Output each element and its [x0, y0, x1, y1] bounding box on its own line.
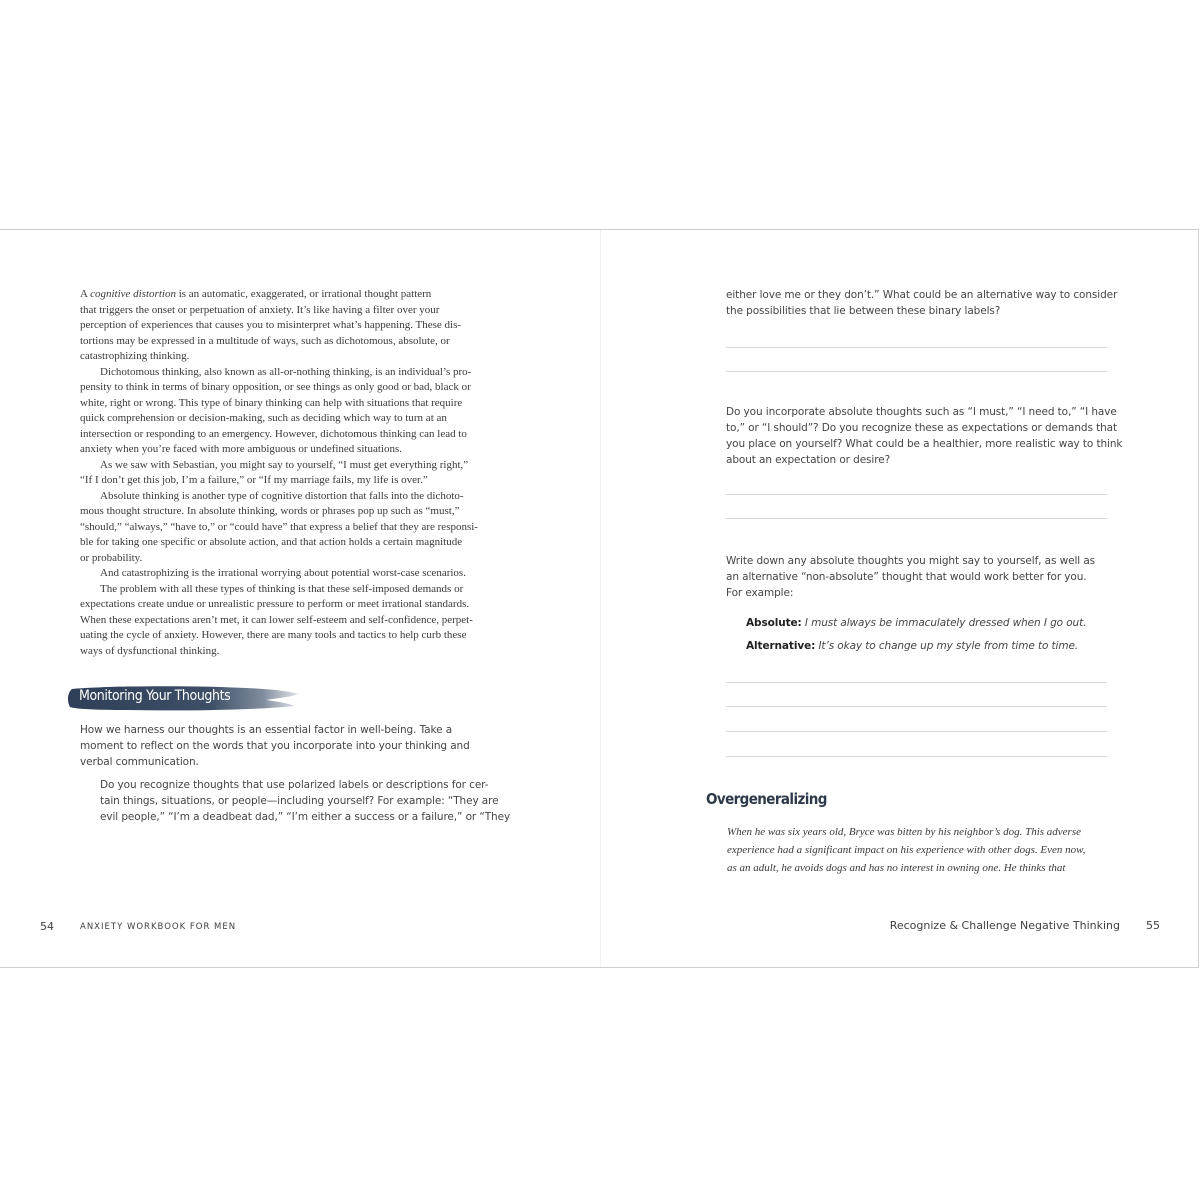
example-absolute-text: I must always be immaculately dressed when I go out.	[801, 617, 1087, 629]
intro-line: that triggers the onset or perpetuation of anxiety. It’s like having a filter over your	[80, 304, 440, 316]
example-alternative-label: Alternative:	[746, 640, 816, 652]
intro-line: intersection or responding to an emergency. However, dichotomous thinking can lead to	[80, 428, 467, 440]
intro-line: white, right or wrong. This type of binary thinking can help with situations that require	[80, 397, 463, 409]
section-heading: Monitoring Your Thoughts	[79, 688, 231, 704]
running-head-right: Recognize & Challenge Negative Thinking	[889, 919, 1120, 932]
writing-line[interactable]	[726, 347, 1107, 348]
intro-line: As we saw with Sebastian, you might say to yourself, “I must get everything right,”	[100, 459, 469, 471]
writing-line[interactable]	[726, 682, 1107, 683]
prompt-line: evil people,” “I’m a deadbeat dad,” “I’m either a success or a failure,” or “They	[100, 811, 511, 823]
subheading-overgeneralizing: Overgeneralizing	[706, 790, 827, 808]
writing-line[interactable]	[726, 494, 1107, 495]
intro-line: expectations create undue or unrealistic pressure to perform or meet irrational standards.	[80, 598, 470, 610]
page-number-right: 55	[1146, 919, 1160, 932]
question-line: you place on yourself? What could be a healthier, more realistic way to think	[726, 438, 1123, 450]
intro-line: or probability.	[80, 552, 143, 564]
example-alternative-text: It’s okay to change up my style from time to time.	[815, 640, 1079, 652]
writing-line[interactable]	[726, 518, 1107, 519]
question-line: Do you incorporate absolute thoughts such as “I must,” “I need to,” “I have	[726, 406, 1117, 418]
intro-line: uating the cycle of anxiety. However, there are many tools and tactics to help curb these	[80, 629, 467, 641]
intro-line: And catastrophizing is the irrational worrying about potential worst-case scenarios.	[100, 567, 466, 579]
writing-line[interactable]	[726, 756, 1107, 757]
question-line: For example:	[726, 587, 794, 599]
example-alternative	[746, 638, 1078, 654]
running-head-left: ANXIETY WORKBOOK FOR MEN	[80, 922, 237, 932]
intro-line: quick comprehension or decision-making, such as deciding which way to turn at an	[80, 412, 447, 424]
intro-line: ble for taking one specific or absolute action, and that action holds a certain magnitude	[80, 536, 463, 548]
section-heading-banner	[66, 684, 300, 710]
continued-line: either love me or they don’t.” What could be an alternative way to consider	[726, 289, 1118, 301]
story-line: experience had a significant impact on his experience with other dogs. Even now,	[727, 844, 1086, 856]
intro-line: “If I don’t get this job, I’m a failure,” or “If my marriage fails, my life is over.”	[80, 474, 428, 486]
intro-line: tortions may be expressed in a multitude of ways, such as dichotomous, absolute, or	[80, 335, 450, 347]
question-line: Write down any absolute thoughts you might say to yourself, as well as	[726, 555, 1096, 567]
page-number-left: 54	[40, 920, 54, 933]
prompt-line: tain things, situations, or people—including yourself? For example: “They are	[100, 795, 499, 807]
section-text-line: moment to reflect on the words that you incorporate into your thinking and	[80, 740, 470, 752]
intro-line: Absolute thinking is another type of cognitive distortion that falls into the dichoto-	[100, 490, 464, 502]
intro-line: perception of experiences that causes you to misinterpret what’s happening. These dis-	[80, 319, 462, 331]
intro-line: The problem with all these types of thinking is that these self-imposed demands or	[100, 583, 464, 595]
story-line: When he was six years old, Bryce was bitten by his neighbor’s dog. This adverse	[727, 826, 1081, 838]
intro-line: “should,” “always,” “have to,” or “could have” that express a belief that they are responsi-	[80, 521, 478, 533]
writing-line[interactable]	[726, 731, 1107, 732]
question-line: about an expectation or desire?	[726, 454, 891, 466]
question-line: an alternative “non-absolute” thought that would work better for you.	[726, 571, 1087, 583]
story-line: as an adult, he avoids dogs and has no interest in owning one. He thinks that	[727, 862, 1066, 874]
writing-line[interactable]	[726, 706, 1107, 707]
example-absolute-label: Absolute:	[746, 617, 802, 629]
example-absolute	[746, 615, 1086, 631]
gutter	[600, 230, 601, 967]
continued-line: the possibilities that lie between these binary labels?	[726, 305, 1001, 317]
section-text-line: verbal communication.	[80, 756, 199, 768]
intro-line: When these expectations aren’t met, it can lower self-esteem and self-confidence, perpet-	[80, 614, 473, 626]
prompt-line: Do you recognize thoughts that use polarized labels or descriptions for cer-	[100, 779, 489, 791]
intro-line-1: A cognitive distortion is an automatic, exaggerated, or irrational thought pattern	[80, 288, 432, 300]
intro-line: mous thought structure. In absolute thinking, words or phrases pop up such as “must,”	[80, 505, 460, 517]
writing-line[interactable]	[726, 371, 1107, 372]
section-text-line: How we harness our thoughts is an essential factor in well-being. Take a	[80, 724, 453, 736]
cognitive-distortion-term: cognitive distortion	[90, 288, 176, 300]
intro-line: ways of dysfunctional thinking.	[80, 645, 220, 657]
intro-line: Dichotomous thinking, also known as all-or-nothing thinking, is an individual’s pro-	[100, 366, 472, 378]
intro-line: anxiety when you’re faced with more ambiguous or undefined situations.	[80, 443, 402, 455]
question-line: to,” or “I should”? Do you recognize these as expectations or demands that	[726, 422, 1118, 434]
intro-line: pensity to think in terms of binary opposition, or see things as only good or bad, black or	[80, 381, 471, 393]
intro-line: catastrophizing thinking.	[80, 350, 190, 362]
